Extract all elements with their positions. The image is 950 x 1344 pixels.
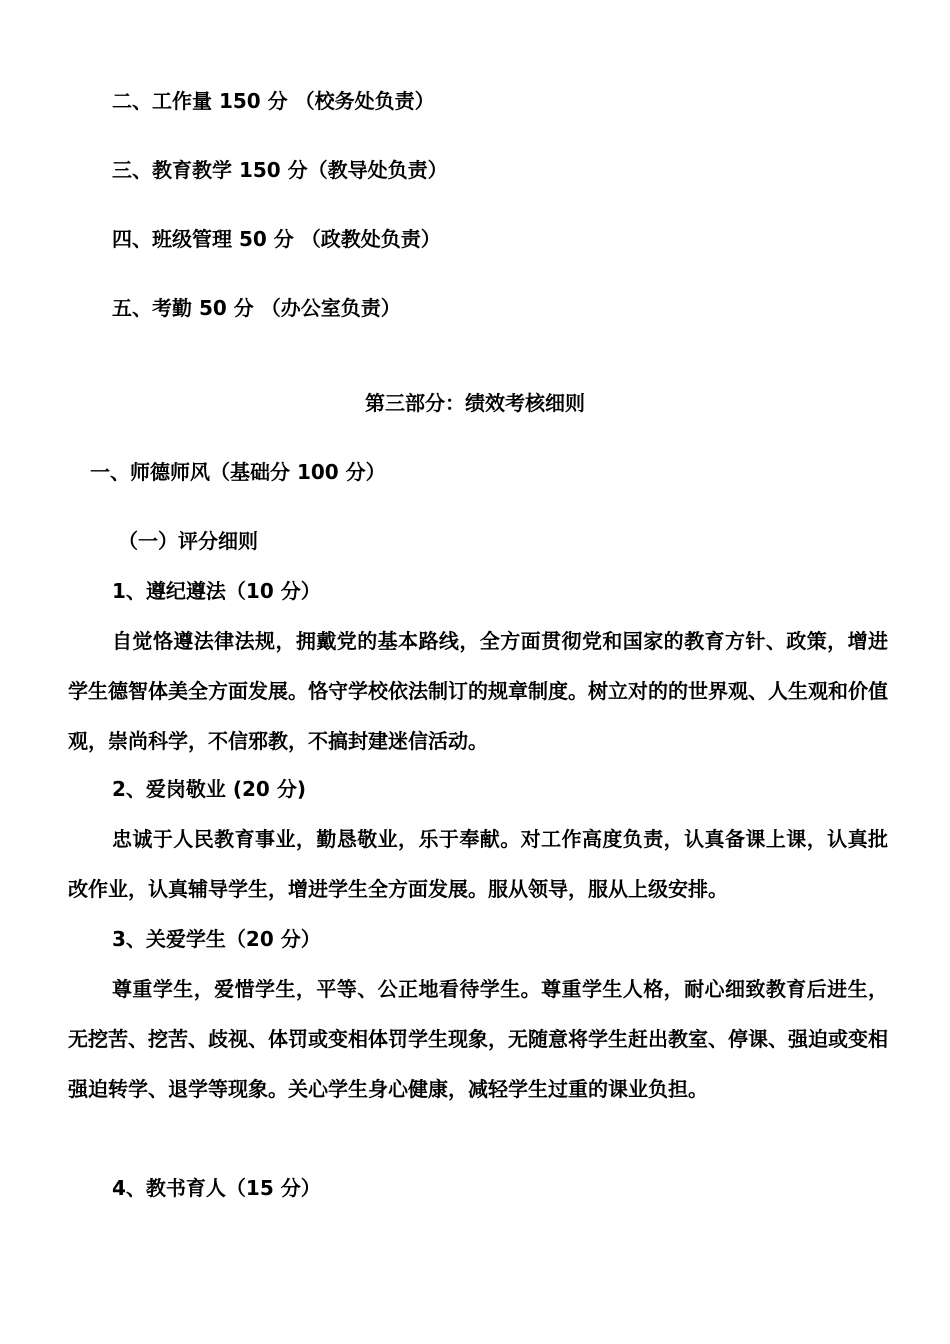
list-item-attendance: 五、考勤 50 分 （办公室负责） [112,296,401,320]
subheading-scoring-rules: （一）评分细则 [118,529,258,553]
list-item-workload: 二、工作量 150 分 （校务处负责） [112,89,435,113]
item-title-education: 4、教书育人（15 分） [112,1176,321,1200]
section-title: 第三部分：绩效考核细则 [365,391,585,415]
item-body-dedication: 忠诚于人民教育事业，勤恳敬业，乐于奉献。对工作高度负责，认真备课上课，认真批改作业，认真辅导学生，增进学生全方面发展。服从领导，服从上级安排。 [68,827,888,901]
item-title-care: 3、关爱学生（20 分） [112,927,321,951]
heading-ethics: 一、师德师风（基础分 100 分） [90,460,386,484]
list-item-teaching: 三、教育教学 150 分（教导处负责） [112,158,448,182]
item-body-care: 尊重学生，爱惜学生，平等、公正地看待学生。尊重学生人格，耐心细致教育后进生，无挖苦、挖苦、歧视、体罚或变相体罚学生现象，无随意将学生赶出教室、停课、强迫或变相强迫转学、退学等现象。关心学生身心健康，减轻学生过重的课业负担。 [68,977,888,1101]
list-item-class-management: 四、班级管理 50 分 （政教处负责） [112,227,441,251]
item-title-dedication: 2、爱岗敬业 (20 分) [112,777,306,801]
item-title-law: 1、遵纪遵法（10 分） [112,579,321,603]
item-body-law: 自觉恪遵法律法规，拥戴党的基本路线，全方面贯彻党和国家的教育方针、政策，增进学生德智体美全方面发展。恪守学校依法制订的规章制度。树立对的的世界观、人生观和价值观，崇尚科学，不信邪教，不搞封建迷信活动。 [68,629,888,753]
